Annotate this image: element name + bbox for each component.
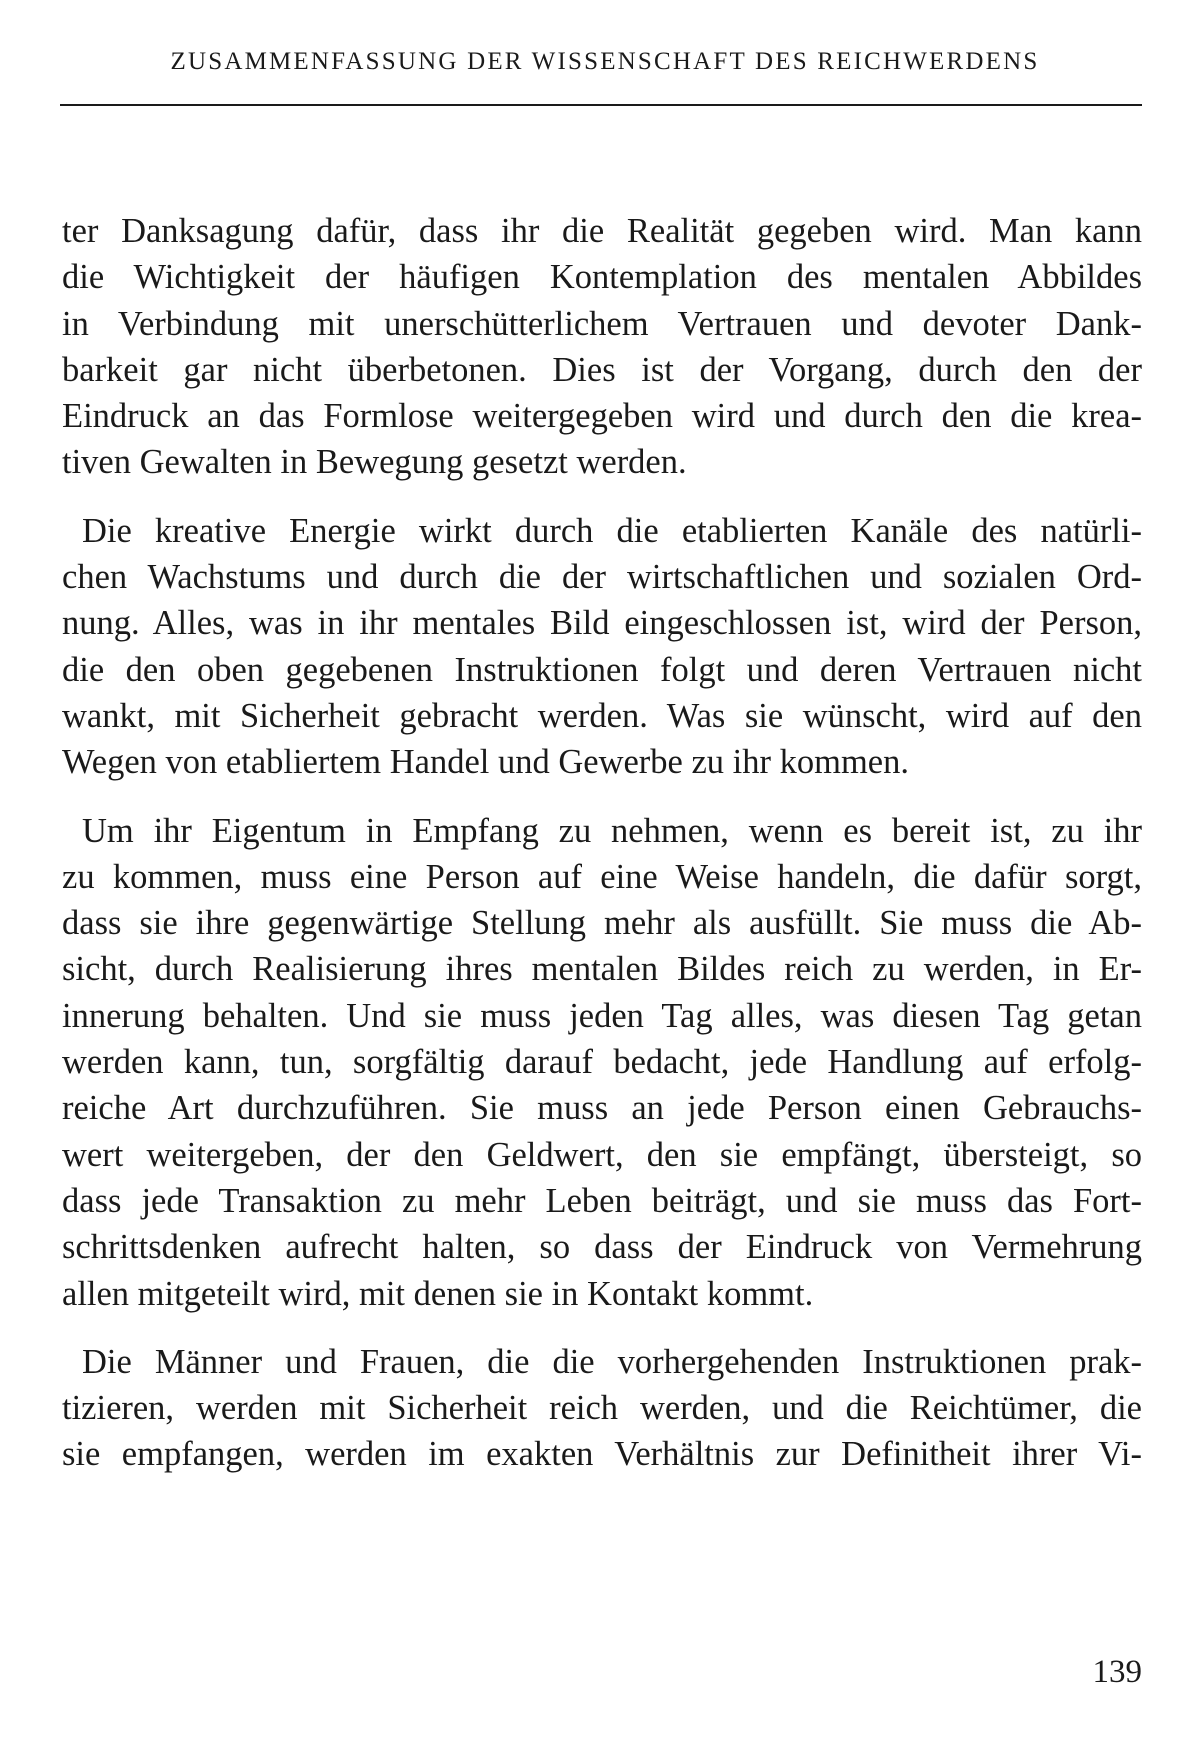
- text-line: innerung behalten. Und sie muss jeden Tag alles, was diesen Tag getan: [62, 996, 1142, 1035]
- text-line: sicht, durch Realisierung ihres mentalen Bildes reich zu werden, in Er-: [62, 950, 1142, 989]
- text-line: tizieren, werden mit Sicherheit reich werden, und die Reichtümer, die: [62, 1389, 1142, 1428]
- paragraph-3: [62, 808, 1142, 1317]
- text-line: Die Männer und Frauen, die die vorhergehenden Instruktionen prak-: [82, 1342, 1142, 1381]
- text-line: Um ihr Eigentum in Empfang zu nehmen, wenn es bereit ist, zu ihr: [82, 811, 1142, 850]
- text-line: dass jede Transaktion zu mehr Leben beiträgt, und sie muss das Fort-: [62, 1181, 1142, 1220]
- text-line: barkeit gar nicht überbetonen. Dies ist der Vorgang, durch den der: [62, 350, 1142, 389]
- page-number: 139: [1092, 1654, 1142, 1690]
- paragraph-4: [62, 1339, 1142, 1478]
- paragraph-gap: [62, 786, 1142, 808]
- text-line: werden kann, tun, sorgfältig darauf bedacht, jede Handlung auf erfolg-: [62, 1043, 1142, 1082]
- text-line: die den oben gegebenen Instruktionen folgt und deren Vertrauen nicht: [62, 650, 1142, 689]
- text-line: schrittsdenken aufrecht halten, so dass der Eindruck von Vermehrung: [62, 1228, 1142, 1267]
- text-line: ter Danksagung dafür, dass ihr die Realität gegeben wird. Man kann: [62, 212, 1142, 250]
- paragraph-1: [62, 208, 1142, 486]
- text-line: die Wichtigkeit der häufigen Kontemplation des mentalen Abbildes: [62, 258, 1142, 297]
- text-line: Eindruck an das Formlose weitergegeben wird und durch den die krea-: [62, 397, 1142, 436]
- text-line: reiche Art durchzuführen. Sie muss an jede Person einen Gebrauchs-: [62, 1089, 1142, 1128]
- text-line: Wegen von etabliertem Handel und Gewerbe zu ihr kommen.: [62, 743, 909, 782]
- paragraph-gap: [62, 1317, 1142, 1339]
- header-rule: [60, 104, 1142, 106]
- text-line: sie empfangen, werden im exakten Verhältnis zur Definitheit ihrer Vi-: [62, 1435, 1142, 1474]
- running-header: ZUSAMMENFASSUNG DER WISSENSCHAFT DES REICHWERDENS: [170, 48, 1040, 75]
- text-line: Die kreative Energie wirkt durch die etablierten Kanäle des natürli-: [82, 511, 1142, 550]
- text-line: zu kommen, muss eine Person auf eine Weise handeln, die dafür sorgt,: [62, 857, 1142, 896]
- text-line: in Verbindung mit unerschütterlichem Vertrauen und devoter Dank-: [62, 304, 1142, 343]
- text-line: dass sie ihre gegenwärtige Stellung mehr als ausfüllt. Sie muss die Ab-: [62, 904, 1142, 943]
- text-line: chen Wachstums und durch die der wirtschaftlichen und sozialen Ord-: [62, 558, 1142, 597]
- paragraph-gap: [62, 486, 1142, 508]
- text-line: tiven Gewalten in Bewegung gesetzt werden.: [62, 443, 687, 482]
- text-line: wert weitergeben, der den Geldwert, den sie empfängt, übersteigt, so: [62, 1135, 1142, 1174]
- body-text: [62, 208, 1142, 1478]
- text-line: wankt, mit Sicherheit gebracht werden. Was sie wünscht, wird auf den: [62, 696, 1142, 735]
- text-line: nung. Alles, was in ihr mentales Bild eingeschlossen ist, wird der Person,: [62, 604, 1142, 643]
- paragraph-2: [62, 508, 1142, 786]
- text-line: allen mitgeteilt wird, mit denen sie in Kontakt kommt.: [62, 1274, 814, 1313]
